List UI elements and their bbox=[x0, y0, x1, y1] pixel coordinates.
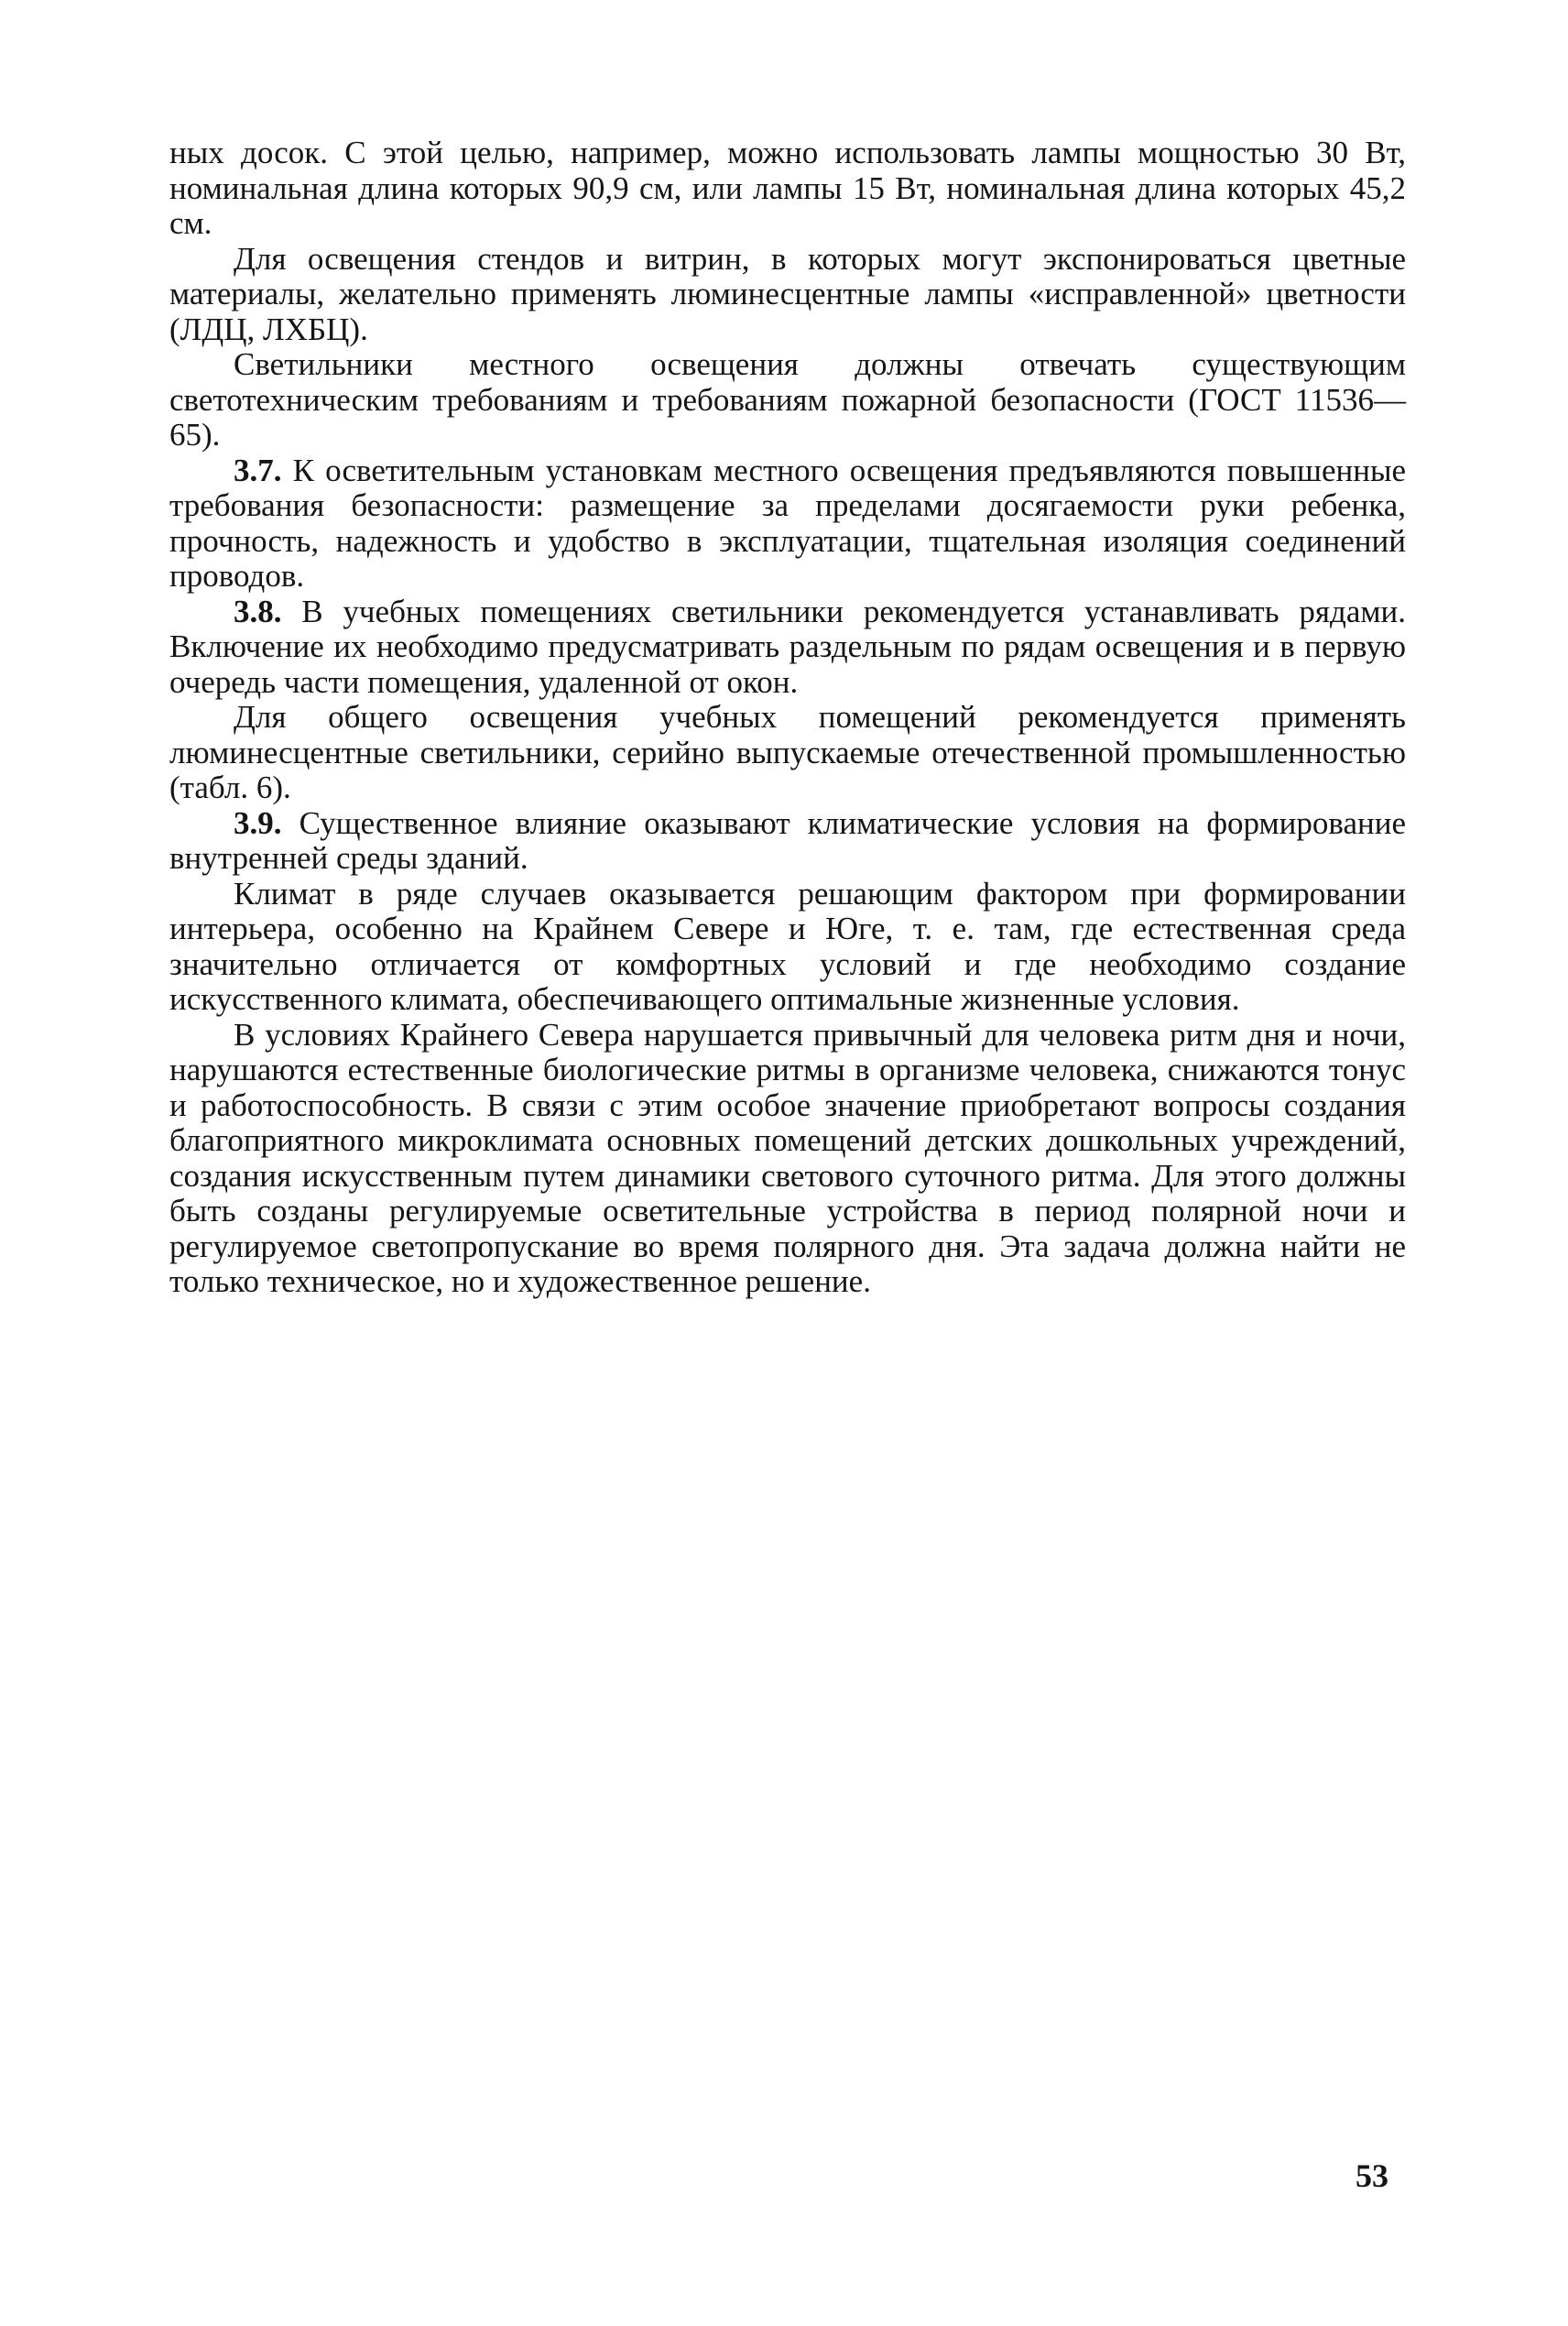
paragraph-3: Светильники местного освещения должны отвечать существующим светотехническим требованиям и требованиям пожарной безопасности (ГОСТ 11536—65). bbox=[169, 346, 1406, 453]
paragraph-2: Для освещения стендов и витрин, в которых могут экспонироваться цветные материалы, желательно применять люминесцентные лампы «исправленной» цветности (ЛДЦ, ЛХБЦ). bbox=[169, 240, 1406, 347]
paragraph-1: ных досок. С этой целью, например, можно использовать лампы мощностью 30 Вт, номинальная длина которых 90,9 см, или лампы 15 Вт, номинальная длина которых 45,2 см. bbox=[169, 135, 1406, 241]
paragraph-3-9: 3.9. Существенное влияние оказывают климатические условия на формирование внутренней среды зданий. bbox=[169, 804, 1407, 876]
page-number: 53 bbox=[1356, 2157, 1388, 2194]
section-number: 3.9. bbox=[234, 804, 282, 841]
section-number: 3.7. bbox=[234, 452, 282, 488]
paragraph-8: Климат в ряде случаев оказывается решающим фактором при формировании интерьера, особенно на Крайнем Севере и Юге, т. е. там, где естественная среда значительно отличается от комфортных условий и где необходимо создание искусственного климата, обеспечивающего оптимальные жизненные условия. bbox=[169, 875, 1406, 1017]
paragraph-9: В условиях Крайнего Севера нарушается привычный для человека ритм дня и ночи, нарушаются естественные биологические ритмы в организме человека, снижаются тонус и работоспособность. В связи с этим особое значение приобретают вопросы создания благоприятного микроклимата основных помещений детских дошкольных учреждений, создания искусственным путем динамики светового суточного ритма. Для этого должны быть созданы регулируемые осветительные устройства в период полярной ночи и регулируемое светопропускание во время полярного дня. Эта задача должна найти не только техническое, но и художественное решение. bbox=[169, 1016, 1406, 1299]
body-text bbox=[169, 136, 1406, 1300]
section-number: 3.8. bbox=[234, 593, 282, 629]
paragraph-6: Для общего освещения учебных помещений рекомендуется применять люминесцентные светильники, серийно выпускаемые отечественной промышленностью (табл. 6). bbox=[169, 699, 1406, 805]
paragraph-3-7: 3.7. К осветительным установкам местного освещения предъявляются повышенные требования безопасности: размещение за пределами досягаемости руки ребенка, прочность, надежность и удобство в эксплуатации, тщательная изоляция соединений проводов. bbox=[169, 452, 1406, 594]
paragraph-3-8: 3.8. В учебных помещениях светильники рекомендуется устанавливать рядами. Включение их необходимо предусматривать раздельным по рядам освещения и в первую очередь части помещения, удаленной от окон. bbox=[169, 593, 1407, 700]
